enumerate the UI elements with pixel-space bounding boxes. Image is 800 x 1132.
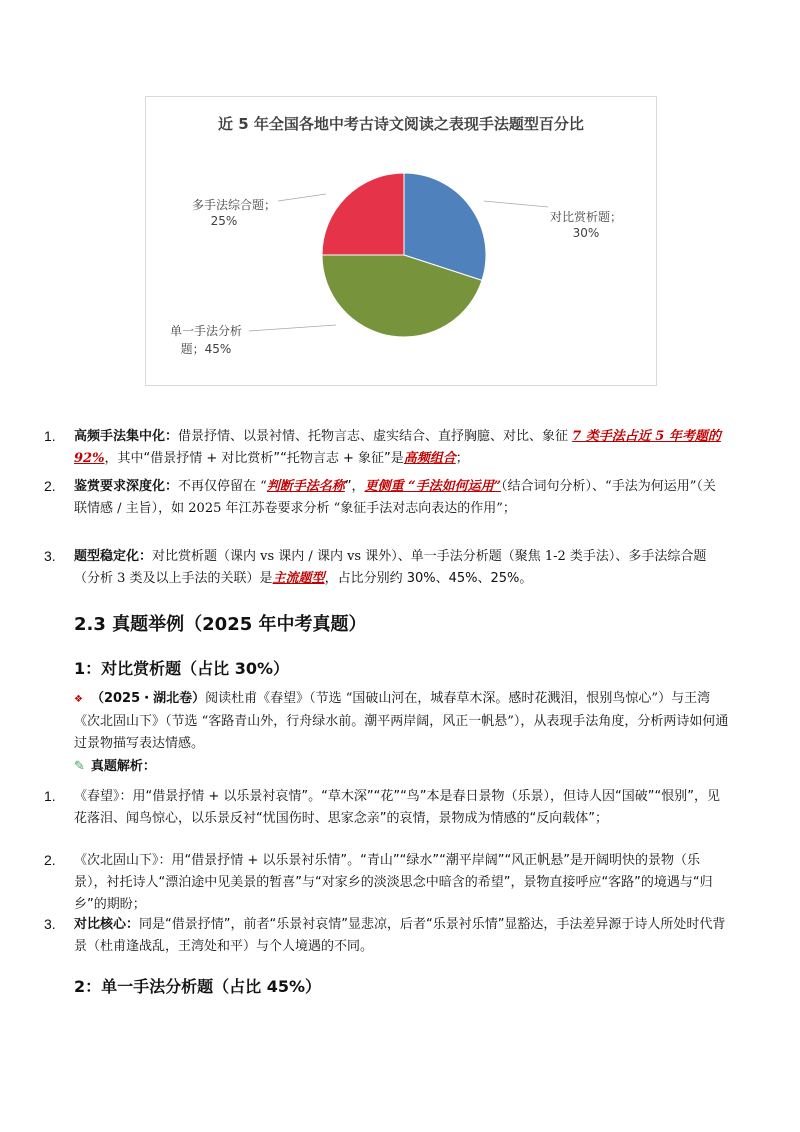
analysis-label: 真题解析： bbox=[90, 759, 156, 774]
item-body: （结合词句分析）、“手法为何运用”（关联情感 / 主旨），如 2025 年江苏卷要求分析 “象征手法对志向表达的作用”； bbox=[74, 479, 716, 516]
item-body: 同是“借景抒情”，前者“乐景衬哀情”显悲凉，后者“乐景衬乐情”显豁达，手法差异源于诗人所处时代背景（杜甫逢战乱，王湾处和平）与个人境遇的不同。 bbox=[74, 917, 726, 954]
item-body: 对比赏析题（课内 vs 课内 / 课内 vs 课外）、单一手法分析题（聚焦 1-2 类手法）、多手法综合题（分析 3 类及以上手法的关联）是 bbox=[74, 549, 707, 586]
section-title: 2.3 真题举例（2025 年中考真题） bbox=[74, 614, 367, 635]
list-text bbox=[74, 476, 728, 520]
label-duo-name: 多手法综合题； bbox=[191, 198, 277, 212]
list-number: 2. bbox=[44, 478, 56, 494]
chart-title: 近 5 年全国各地中考古诗文阅读之表现手法题型百分比 bbox=[218, 115, 584, 133]
item-lead: 对比核心： bbox=[74, 917, 140, 932]
subsection-title-1: 1：对比赏析题（占比 30%） bbox=[74, 659, 290, 678]
list-number: 1. bbox=[44, 428, 56, 444]
item-body: ； bbox=[455, 451, 469, 466]
label-duibi-pct: 30% bbox=[572, 226, 600, 240]
list-number: 3. bbox=[44, 916, 56, 932]
list-number: 3. bbox=[44, 548, 56, 564]
highlight: 更侧重 “手法如何运用” bbox=[364, 479, 502, 494]
question-source: （2025・湖北卷） bbox=[90, 691, 206, 706]
list-text bbox=[74, 546, 728, 590]
question-text: 阅读杜甫《春望》（节选 “国破山河在，城春草木深。感时花溅泪，恨别鸟惊心”）与王湾《次北固山下》（节选 “客路青山外，行舟绿水前。潮平两岸阔，风正一帆悬”），从表现手法角度，分析两诗如何通过景物描写表达情感。 bbox=[74, 691, 729, 751]
label-duo-pct: 25% bbox=[210, 214, 238, 228]
slice-duo bbox=[322, 173, 404, 255]
list-text bbox=[74, 426, 728, 470]
highlight: 高频组合 bbox=[403, 451, 456, 466]
highlight: 7 类手法占近 5 年考题的 92% bbox=[74, 429, 721, 466]
leader-line-danyi bbox=[249, 325, 336, 331]
item-body: 不再仅停留在 “ bbox=[178, 479, 267, 494]
highlight: 主流题型 bbox=[272, 571, 325, 586]
label-danyi-line1: 单一手法分析 bbox=[169, 324, 243, 338]
list-text: 《次北固山下》：用“借景抒情 + 以乐景衬乐情”。“青山”“绿水”“潮平岸阔”“风正帆悬”是开阔明快的景物（乐景），衬托诗人“漂泊途中见美景的暂喜”与“对家乡的淡淡思念中暗含的希望”，景物直接呼应“客路”的境遇与“归乡”的期盼； bbox=[74, 853, 713, 912]
list-text bbox=[74, 914, 728, 958]
question-block bbox=[74, 688, 734, 755]
item-body: ，占比分别约 30%、45%、25%。 bbox=[324, 571, 533, 586]
diamond-icon: ❖ bbox=[74, 694, 83, 705]
subsection-title-2: 2：单一手法分析题（占比 45%） bbox=[74, 977, 322, 996]
leader-line-duibi bbox=[484, 201, 548, 207]
label-duibi-name: 对比赏析题； bbox=[549, 210, 623, 224]
item-lead: 题型稳定化： bbox=[74, 549, 153, 564]
list-number: 1. bbox=[44, 788, 56, 804]
list-text: 《春望》：用“借景抒情 + 以乐景衬哀情”。“草木深”“花”“鸟”本是春日景物（乐景），但诗人因“国破”“恨别”，见花落泪、闻鸟惊心，以乐景反衬“忧国伤时、思家念亲”的哀情，景物成为情感的“反向载体”； bbox=[74, 789, 720, 826]
analysis-label-row bbox=[74, 756, 734, 778]
highlight: 判断手法名称 bbox=[266, 479, 345, 494]
pencil-icon: ✎ bbox=[74, 759, 85, 774]
item-body: ，其中“借景抒情 + 对比赏析”“托物言志 + 象征”是 bbox=[104, 451, 404, 466]
item-body: 借景抒情、以景衬情、托物言志、虚实结合、直抒胸臆、对比、象征 bbox=[178, 429, 573, 444]
label-danyi-line2: 题；45% bbox=[180, 342, 232, 356]
pie-chart bbox=[145, 96, 657, 386]
item-lead: 鉴赏要求深度化： bbox=[74, 479, 179, 494]
pie-chart-svg bbox=[146, 97, 656, 385]
item-lead: 高频手法集中化： bbox=[74, 429, 179, 444]
list-number: 2. bbox=[44, 852, 56, 868]
leader-line-duo bbox=[278, 194, 326, 201]
item-body: ”， bbox=[344, 479, 365, 494]
